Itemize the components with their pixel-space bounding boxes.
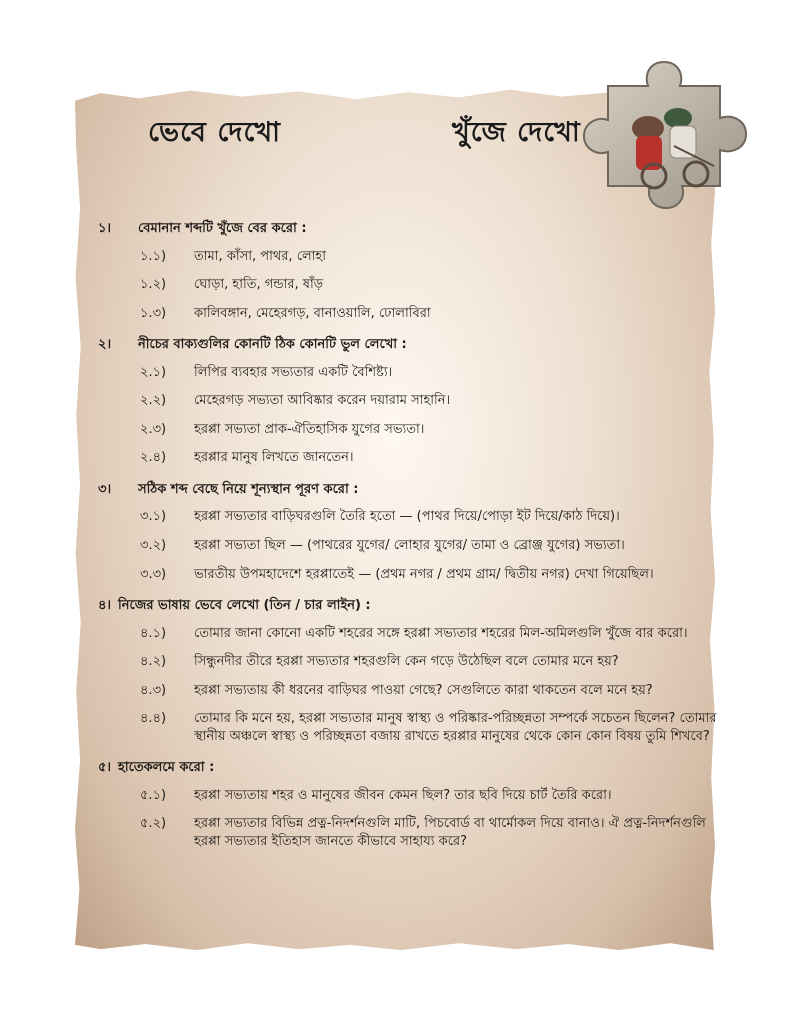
question-number: ৫। (98, 760, 112, 776)
list-item (140, 710, 718, 745)
item-text: হরপ্পা সভ্যতার বিভিন্ন প্রত্ন-নিদর্শনগুলি মাটি, পিচবোর্ড বা থার্মোকল দিয়ে বানাও। ঐ প্রত্ন-নিদর্শনগুলি হরপ্পা সভ্যতার ইতিহাস জানতে কীভাবে সাহায্য করে? (194, 816, 706, 850)
item-text: তামা, কাঁসা, পাথর, লোহা (194, 248, 327, 264)
question-number: ৩। (98, 481, 112, 497)
item-number: ৫.১) (140, 787, 167, 803)
item-text: কালিবঙ্গান, মেহেরগড়, বানাওয়ালি, ঢোলাবিরা (194, 305, 431, 321)
item-number: ৩.১) (140, 509, 167, 525)
list-item (140, 364, 718, 382)
item-text: লিপির ব্যবহার সভ্যতার একটি বৈশিষ্ট্য। (194, 364, 393, 380)
item-number: ১.২) (140, 277, 167, 293)
question-1 (98, 220, 718, 322)
list-item (140, 449, 718, 467)
list-item (140, 537, 718, 555)
question-2 (98, 336, 718, 467)
item-number: ২.৩) (140, 421, 167, 437)
item-text: হরপ্পা সভ্যতায় কী ধরনের বাড়িঘর পাওয়া গেছে? সেগুলিতে কারা থাকতেন বলে মনে হয়? (194, 682, 653, 698)
puzzle-piece-illustration-icon (578, 56, 758, 214)
list-item (140, 392, 718, 410)
item-text: ভারতীয় উপমহাদেশে হরপ্পাতেই — (প্রথম নগর / প্রথম গ্রাম/ দ্বিতীয় নগর) দেখা গিয়েছিল। (194, 566, 654, 582)
item-number: ১.১) (140, 248, 167, 264)
item-number: ৫.২) (140, 816, 167, 832)
question-3 (98, 481, 718, 583)
list-item (140, 787, 718, 805)
item-number: ৪.১) (140, 625, 167, 641)
question-title: হাতেকলমে করো : (118, 760, 215, 776)
question-5 (98, 759, 718, 850)
question-number: ২। (98, 337, 112, 353)
item-text: তোমার জানা কোনো একটি শহরের সঙ্গে হরপ্পা সভ্যতার শহরের মিল-অমিলগুলি খুঁজে বার করো। (194, 625, 688, 641)
question-title: নীচের বাক্যগুলির কোনটি ঠিক কোনটি ভুল লেখো : (138, 337, 407, 353)
question-number: ৪। (98, 598, 112, 614)
list-item (140, 815, 718, 850)
question-title: বেমানান শব্দটি খুঁজে বের করো : (138, 221, 307, 236)
item-number: ৪.৩) (140, 682, 167, 698)
item-number: ৪.২) (140, 654, 167, 670)
item-text: সিন্ধুনদীর তীরে হরপ্পা সভ্যতার শহরগুলি কেন গড়ে উঠেছিল বলে তোমার মনে হয়? (194, 654, 619, 670)
item-number: ৪.৪) (140, 711, 167, 727)
list-item (140, 625, 718, 643)
question-title: নিজের ভাষায় ভেবে লেখো (তিন / চার লাইন) : (118, 598, 371, 614)
item-number: ২.৪) (140, 450, 167, 466)
heading-think: ভেবে দেখো (148, 117, 281, 148)
item-text: হরপ্পা সভ্যতার বাড়িঘরগুলি তৈরি হতো — (পাথর দিয়ে/পোড়া ইট দিয়ে/কাঠ দিয়ে)। (194, 509, 620, 525)
item-number: ৩.৩) (140, 566, 167, 582)
questions-list (98, 220, 718, 865)
item-text: হরপ্পা সভ্যতা প্রাক-ঐতিহাসিক যুগের সভ্যতা। (194, 421, 425, 437)
item-number: ১.৩) (140, 305, 167, 321)
item-text: তোমার কি মনে হয়, হরপ্পা সভ্যতার মানুষ স্বাস্থ্য ও পরিষ্কার-পরিচ্ছন্নতা সম্পর্কে সচেতন ছিলেন? তোমার স্থানীয় অঞ্চলে স্বাস্থ্য ও পরিচ্ছন্নতা বজায় রাখতে হরপ্পার মানুষের থেকে কোন কোন বিষয় তুমি শিখবে? (194, 711, 717, 744)
item-number: ৩.২) (140, 538, 167, 554)
item-text: হরপ্পা সভ্যতায় শহর ও মানুষের জীবন কেমন ছিল? তার ছবি দিয়ে চার্ট তৈরি করো। (194, 787, 612, 803)
item-text: ঘোড়া, হাতি, গন্ডার, ষাঁড় (194, 277, 324, 293)
list-item (140, 682, 718, 700)
question-number: ১। (98, 221, 112, 236)
list-item (140, 653, 718, 671)
item-text: হরপ্পার মানুষ লিখতে জানতেন। (194, 450, 354, 466)
question-title: সঠিক শব্দ বেছে নিয়ে শূন্যস্থান পূরণ করো : (138, 481, 359, 497)
item-number: ২.১) (140, 364, 167, 380)
list-item (140, 566, 718, 584)
list-item (140, 421, 718, 439)
list-item (140, 276, 718, 294)
list-item (140, 508, 718, 526)
item-text: মেহেরগড় সভ্যতা আবিষ্কার করেন দয়ারাম সাহানি। (194, 393, 451, 409)
list-item (140, 305, 718, 323)
list-item (140, 248, 718, 266)
item-number: ২.২) (140, 393, 167, 409)
item-text: হরপ্পা সভ্যতা ছিল — (পাথরের যুগের/ লোহার যুগের/ তামা ও ব্রোঞ্জ যুগের) সভ্যতা। (194, 538, 625, 554)
heading-search: খুঁজে দেখো (452, 117, 581, 148)
question-4 (98, 597, 718, 745)
